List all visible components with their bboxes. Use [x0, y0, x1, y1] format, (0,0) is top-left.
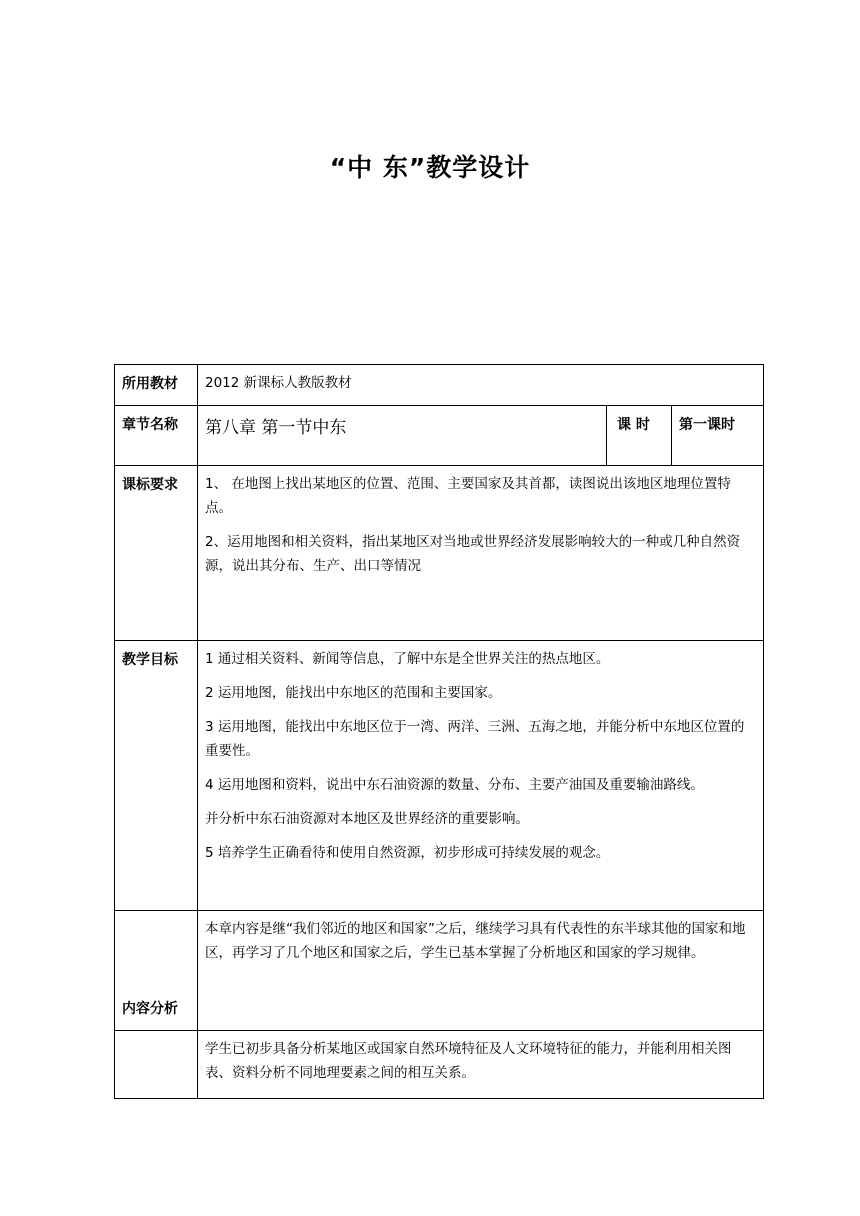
- document-title: “中 东”教学设计: [329, 153, 531, 182]
- textbook-label: 所用教材: [115, 365, 198, 406]
- row-chapter: [115, 406, 764, 466]
- goal-item: 并分析中东石油资源对本地区及世界经济的重要影响。: [205, 811, 529, 827]
- textbook-value: 2012 新课标人教版教材: [198, 365, 764, 406]
- student-analysis-label: [115, 1031, 198, 1099]
- goal-item: 3 运用地图，能找出中东地区位于一湾、两洋、三洲、五海之地，并能分析中东地区位置的重要性。: [205, 719, 745, 759]
- row-textbook: [115, 365, 764, 406]
- student-analysis-value: 学生已初步具备分析某地区或国家自然环境特征及人文环境特征的能力，并能利用相关图表、资料分析不同地理要素之间的相互关系。: [198, 1031, 764, 1099]
- row-student-analysis: [115, 1031, 764, 1099]
- goals-content: [198, 641, 764, 911]
- standards-content: [198, 466, 764, 641]
- standards-item: 2、运用地图和相关资料，指出某地区对当地或世界经济发展影响较大的一种或几种自然资源，说出其分布、生产、出口等情况: [205, 534, 741, 574]
- goal-item: 1 通过相关资料、新闻等信息，了解中东是全世界关注的热点地区。: [205, 651, 610, 667]
- lesson-plan-table: [114, 364, 764, 1099]
- hours-label: 课 时: [607, 406, 672, 466]
- standards-label: 课标要求: [115, 466, 198, 641]
- content-analysis-value: 本章内容是继“我们邻近的地区和国家”之后，继续学习具有代表性的东半球其他的国家和地区，再学习了几个地区和国家之后，学生已基本掌握了分析地区和国家的学习规律。: [198, 911, 764, 1031]
- chapter-label: 章节名称: [115, 406, 198, 466]
- row-content-analysis: [115, 911, 764, 1031]
- goal-item: 2 运用地图，能找出中东地区的范围和主要国家。: [205, 685, 502, 701]
- goal-item: 5 培养学生正确看待和使用自然资源，初步形成可持续发展的观念。: [205, 845, 610, 861]
- standards-item: 1、 在地图上找出某地区的位置、范围、主要国家及其首都，读图说出该地区地理位置特点。: [205, 476, 731, 516]
- goals-label: 教学目标: [115, 641, 198, 911]
- row-goals: [115, 641, 764, 911]
- content-analysis-label: 内容分析: [115, 911, 198, 1031]
- hours-value: 第一课时: [672, 406, 764, 466]
- goal-item: 4 运用地图和资料，说出中东石油资源的数量、分布、主要产油国及重要输油路线。: [205, 777, 704, 793]
- row-standards: [115, 466, 764, 641]
- chapter-value: 第八章 第一节中东: [198, 406, 607, 466]
